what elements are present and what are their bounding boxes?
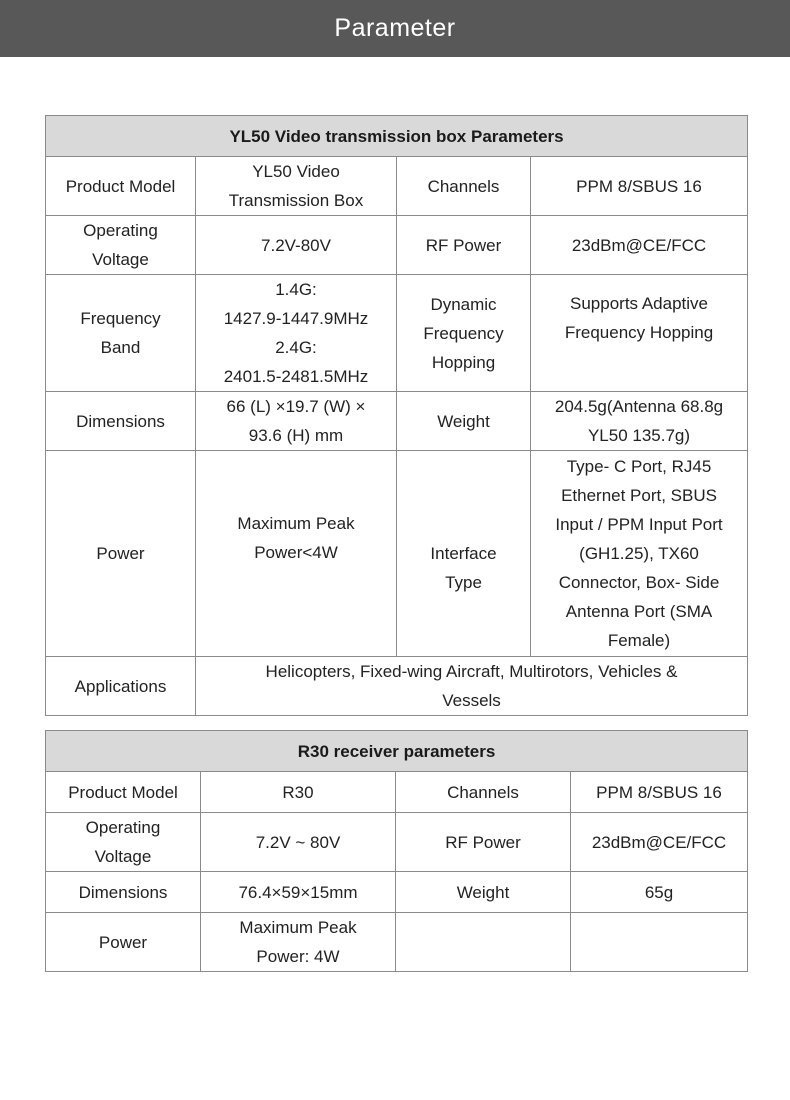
r30-model-value: R30 bbox=[201, 772, 396, 813]
yl50-applications-label: Applications bbox=[46, 657, 196, 716]
r30-model-label: Product Model bbox=[46, 772, 201, 813]
yl50-power-value: Maximum Peak Power<4W bbox=[196, 451, 397, 657]
table-row bbox=[46, 772, 748, 813]
page-title: Parameter bbox=[334, 14, 456, 42]
yl50-rf-power-label: RF Power bbox=[397, 216, 531, 275]
r30-parameters-table bbox=[45, 730, 748, 972]
r30-rf-power-value: 23dBm@CE/FCC bbox=[571, 813, 748, 872]
yl50-voltage-label: Operating Voltage bbox=[46, 216, 196, 275]
yl50-frequency-label: Frequency Band bbox=[46, 275, 196, 392]
yl50-parameters-table bbox=[45, 115, 748, 716]
table-row bbox=[46, 913, 748, 972]
r30-voltage-value: 7.2V ~ 80V bbox=[201, 813, 396, 872]
table-row bbox=[46, 813, 748, 872]
yl50-weight-value: 204.5g(Antenna 68.8g YL50 135.7g) bbox=[531, 392, 748, 451]
table-title-row bbox=[46, 731, 748, 772]
yl50-power-label: Power bbox=[46, 451, 196, 657]
yl50-interface-value: Type- C Port, RJ45 Ethernet Port, SBUS Input / PPM Input Port (GH1.25), TX60 Connector, Box- Side Antenna Port (SMA Female) bbox=[531, 451, 748, 657]
yl50-model-value: YL50 Video Transmission Box bbox=[196, 157, 397, 216]
yl50-model-label: Product Model bbox=[46, 157, 196, 216]
yl50-rf-power-value: 23dBm@CE/FCC bbox=[531, 216, 748, 275]
yl50-interface-label: Interface Type bbox=[397, 451, 531, 657]
r30-empty-label-cell bbox=[396, 913, 571, 972]
r30-power-label: Power bbox=[46, 913, 201, 972]
table-row bbox=[46, 451, 748, 657]
r30-empty-value-cell bbox=[571, 913, 748, 972]
table-row bbox=[46, 157, 748, 216]
yl50-channels-value: PPM 8/SBUS 16 bbox=[531, 157, 748, 216]
yl50-hopping-value: Supports Adaptive Frequency Hopping bbox=[531, 275, 748, 392]
header-bar bbox=[0, 0, 790, 57]
table-title-row bbox=[46, 116, 748, 157]
yl50-table-title: YL50 Video transmission box Parameters bbox=[46, 116, 748, 157]
yl50-voltage-value: 7.2V-80V bbox=[196, 216, 397, 275]
r30-dimensions-label: Dimensions bbox=[46, 872, 201, 913]
yl50-hopping-label: Dynamic Frequency Hopping bbox=[397, 275, 531, 392]
r30-channels-value: PPM 8/SBUS 16 bbox=[571, 772, 748, 813]
r30-table-title: R30 receiver parameters bbox=[46, 731, 748, 772]
yl50-dimensions-label: Dimensions bbox=[46, 392, 196, 451]
table-row bbox=[46, 657, 748, 716]
r30-weight-label: Weight bbox=[396, 872, 571, 913]
r30-rf-power-label: RF Power bbox=[396, 813, 571, 872]
r30-voltage-label: Operating Voltage bbox=[46, 813, 201, 872]
r30-channels-label: Channels bbox=[396, 772, 571, 813]
yl50-weight-label: Weight bbox=[397, 392, 531, 451]
r30-power-value: Maximum Peak Power: 4W bbox=[201, 913, 396, 972]
table-row bbox=[46, 275, 748, 392]
yl50-channels-label: Channels bbox=[397, 157, 531, 216]
r30-dimensions-value: 76.4×59×15mm bbox=[201, 872, 396, 913]
table-row bbox=[46, 872, 748, 913]
r30-weight-value: 65g bbox=[571, 872, 748, 913]
table-row bbox=[46, 392, 748, 451]
yl50-frequency-value: 1.4G: 1427.9-1447.9MHz 2.4G: 2401.5-2481.5MHz bbox=[196, 275, 397, 392]
yl50-applications-value: Helicopters, Fixed-wing Aircraft, Multirotors, Vehicles & Vessels bbox=[196, 657, 748, 716]
yl50-dimensions-value: 66 (L) ×19.7 (W) × 93.6 (H) mm bbox=[196, 392, 397, 451]
table-row bbox=[46, 216, 748, 275]
